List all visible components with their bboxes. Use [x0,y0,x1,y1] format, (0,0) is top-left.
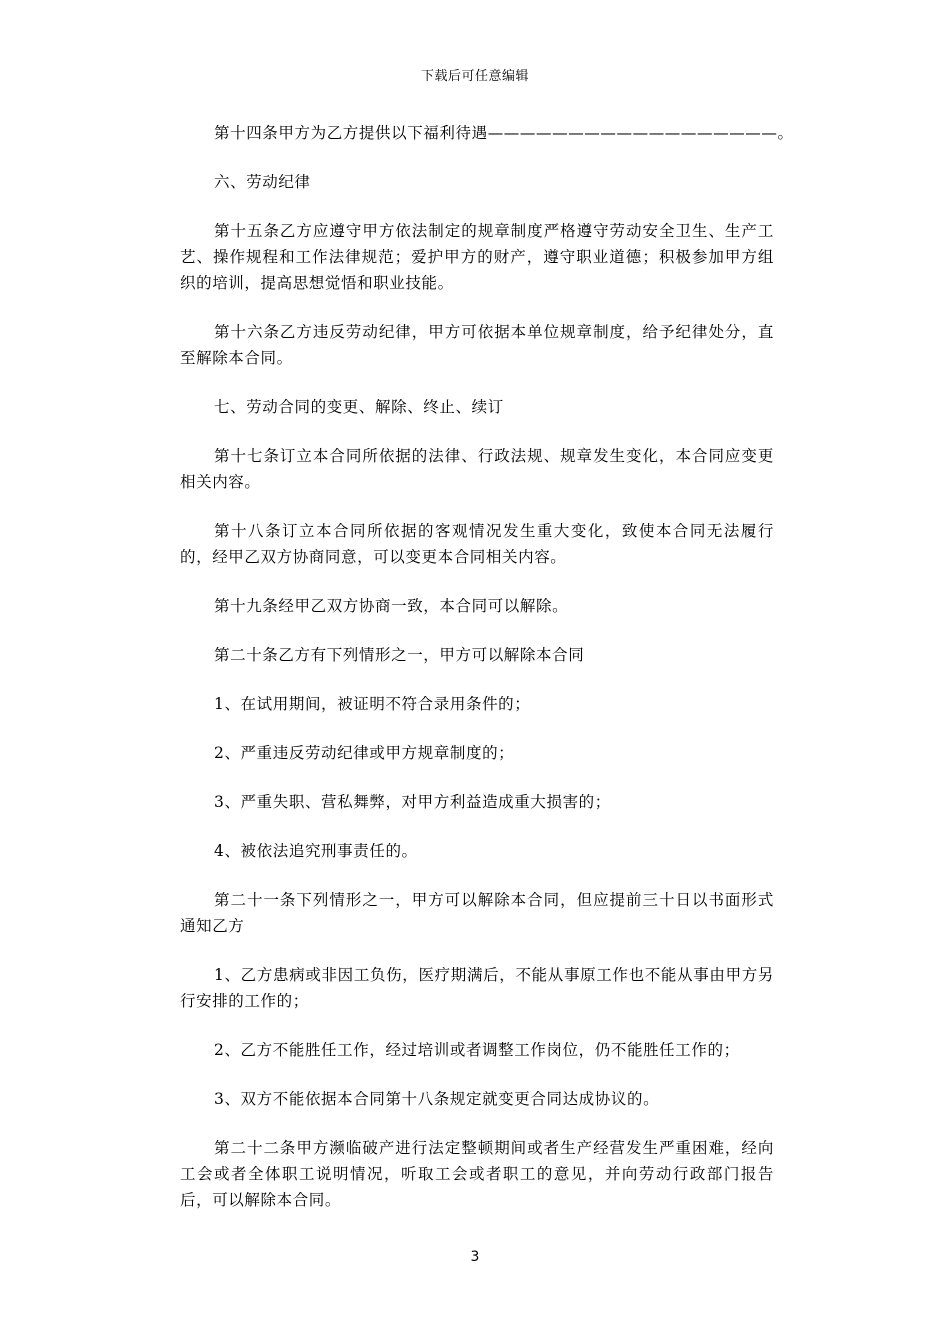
article-20: 第二十条乙方有下列情形之一，甲方可以解除本合同 [214,646,585,664]
page-number: 3 [470,1249,480,1265]
article-21-item-3: 3、双方不能依据本合同第十八条规定就变更合同达成协议的。 [214,1090,660,1108]
article-20-item-4: 4、被依法追究刑事责任的。 [214,842,418,860]
article-22: 第二十二条甲方濒临破产进行法定整顿期间或者生产经营发生严重困难，经向工会或者全体职工说明情况，听取工会或者职工的意见，并向劳动行政部门报告后，可以解除本合同。 [180,1139,774,1209]
article-18: 第十八条订立本合同所依据的客观情况发生重大变化，致使本合同无法履行的，经甲乙双方协商同意，可以变更本合同相关内容。 [180,522,774,566]
document-body [180,120,794,1236]
page-header: 下载后可任意编辑 [420,69,529,84]
article-20-item-2: 2、严重违反劳动纪律或甲方规章制度的； [214,744,515,762]
article-17: 第十七条订立本合同所依据的法律、行政法规、规章发生变化，本合同应变更相关内容。 [180,447,774,491]
article-21-item-2: 2、乙方不能胜任工作，经过培训或者调整工作岗位，仍不能胜任工作的； [214,1041,740,1059]
section-heading-labor-discipline: 六、劳动纪律 [214,173,311,191]
article-20-item-3: 3、严重失职、营私舞弊，对甲方利益造成重大损害的； [214,793,611,811]
section-heading-contract-changes: 七、劳动合同的变更、解除、终止、续订 [214,398,504,416]
article-19: 第十九条经甲乙双方协商一致，本合同可以解除。 [214,597,569,615]
article-14: 第十四条甲方为乙方提供以下福利待遇——————————————————。 [214,124,794,142]
article-21: 第二十一条下列情形之一，甲方可以解除本合同，但应提前三十日以书面形式通知乙方 [180,891,774,935]
article-20-item-1: 1、在试用期间，被证明不符合录用条件的； [214,695,531,713]
article-16: 第十六条乙方违反劳动纪律，甲方可依据本单位规章制度，给予纪律处分，直至解除本合同。 [180,323,774,367]
article-15: 第十五条乙方应遵守甲方依法制定的规章制度严格遵守劳动安全卫生、生产工艺、操作规程和工作法律规范；爱护甲方的财产，遵守职业道德；积极参加甲方组织的培训，提高思想觉悟和职业技能。 [180,222,774,292]
article-21-item-1: 1、乙方患病或非因工负伤，医疗期满后，不能从事原工作也不能从事由甲方另行安排的工作的； [180,966,774,1010]
